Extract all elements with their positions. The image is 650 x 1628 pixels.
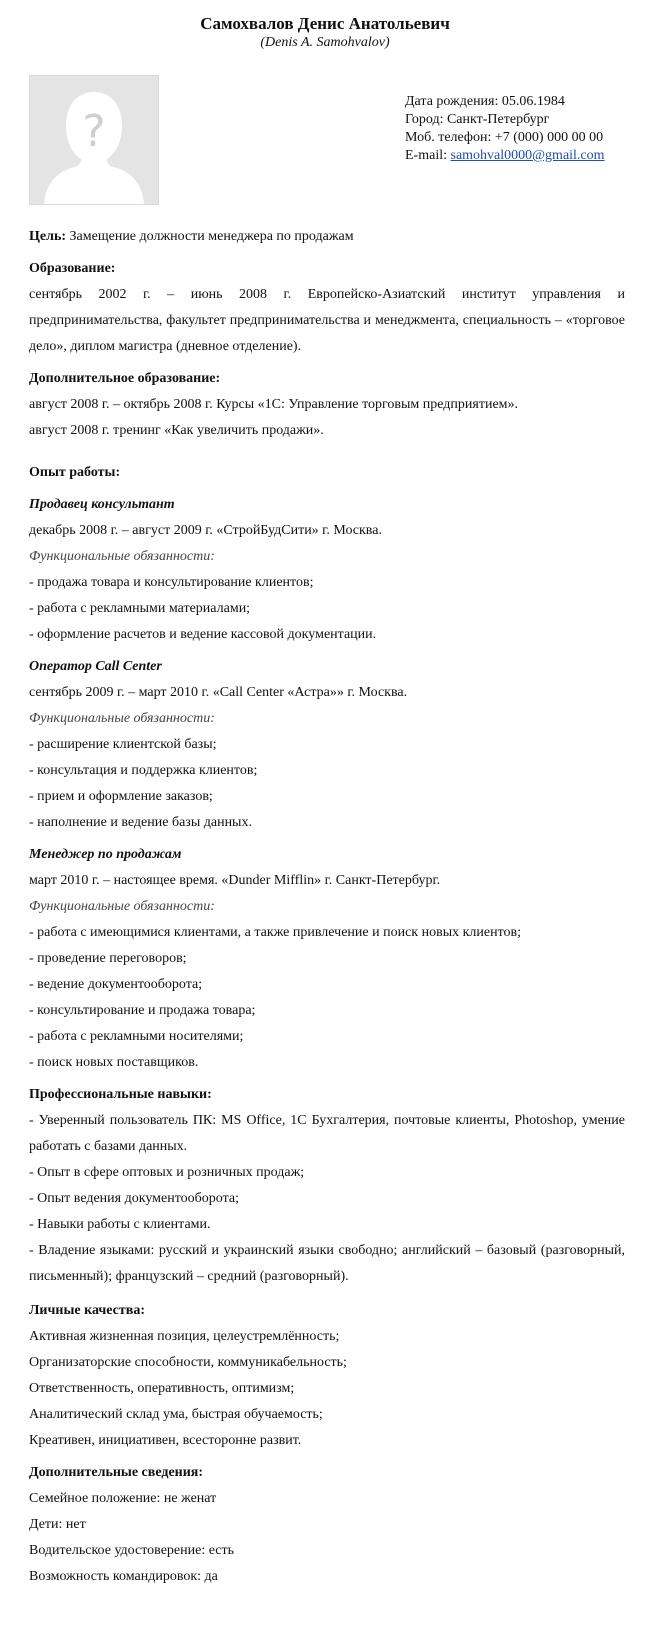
duty-item: - ведение документооборота; <box>29 977 203 992</box>
job-period: март 2010 г. – настоящее время. «Dunder Mifflin» г. Санкт-Петербург. <box>29 873 441 888</box>
duty-item: - поиск новых поставщиков. <box>29 1055 199 1070</box>
resume-content <box>29 224 625 1590</box>
birth-date: Дата рождения: 05.06.1984 <box>405 94 565 109</box>
duties-label: Функциональные обязанности: <box>29 899 215 914</box>
email-link[interactable]: samohval0000@gmail.com <box>450 148 605 163</box>
personal-item: Организаторские способности, коммуникабельность; <box>29 1355 347 1370</box>
phone: Моб. телефон: +7 (000) 000 00 00 <box>405 130 604 145</box>
goal-text: Замещение должности менеджера по продажам <box>66 229 354 244</box>
education-heading: Образование: <box>29 261 116 276</box>
city: Город: Санкт-Петербург <box>405 112 550 127</box>
duty-item: - наполнение и ведение базы данных. <box>29 815 252 830</box>
email-label: E-mail: <box>405 148 447 163</box>
education-text: сентябрь 2002 г. – июнь 2008 г. Европейско-Азиатский институт управления и предпринимательства, факультет предпринимательства и менеджмента, специальность – «торговое дело», диплом магистра (дневное отделение). <box>29 287 625 354</box>
duty-item: - продажа товара и консультирование клиентов; <box>29 575 314 590</box>
extra-item: Возможность командировок: да <box>29 1569 218 1584</box>
experience-heading: Опыт работы: <box>29 465 121 480</box>
skill-item: - Владение языками: русский и украинский языки свободно; английский – базовый (разговорный, письменный); французский – средний (разговорный). <box>29 1243 625 1284</box>
additional-education-item: август 2008 г. тренинг «Как увеличить продажи». <box>29 423 324 438</box>
personal-heading: Личные качества: <box>29 1303 145 1318</box>
job-title: Менеджер по продажам <box>29 847 182 862</box>
duty-item: - расширение клиентской базы; <box>29 737 217 752</box>
skill-item: - Уверенный пользователь ПК: MS Office, 1С Бухгалтерия, почтовые клиенты, Photoshop, умение работать с базами данных. <box>29 1113 625 1154</box>
duty-item: - работа с имеющимися клиентами, а также привлечение и поиск новых клиентов; <box>29 925 522 940</box>
extra-item: Водительское удостоверение: есть <box>29 1543 235 1558</box>
duties-label: Функциональные обязанности: <box>29 549 215 564</box>
duty-item: - работа с рекламными материалами; <box>29 601 251 616</box>
contact-block <box>405 93 605 165</box>
extra-item: Семейное положение: не женат <box>29 1491 217 1506</box>
skill-item: - Навыки работы с клиентами. <box>29 1217 211 1232</box>
extra-heading: Дополнительные сведения: <box>29 1465 204 1480</box>
duty-item: - консультация и поддержка клиентов; <box>29 763 258 778</box>
duty-item: - прием и оформление заказов; <box>29 789 213 804</box>
duty-item: - проведение переговоров; <box>29 951 187 966</box>
duties-label: Функциональные обязанности: <box>29 711 215 726</box>
duty-item: - оформление расчетов и ведение кассовой документации. <box>29 627 377 642</box>
additional-education-item: август 2008 г. – октябрь 2008 г. Курсы «1С: Управление торговым предприятием». <box>29 397 519 412</box>
resume-latin-name: (Denis A. Samohvalov) <box>260 35 390 50</box>
photo-placeholder <box>29 75 159 205</box>
person-silhouette-question-icon <box>30 76 158 204</box>
resume-name: Самохвалов Денис Анатольевич <box>200 14 450 33</box>
additional-education-heading: Дополнительное образование: <box>29 371 221 386</box>
personal-item: Аналитический склад ума, быстрая обучаемость; <box>29 1407 323 1422</box>
job-title: Продавец консультант <box>29 497 175 512</box>
personal-item: Ответственность, оперативность, оптимизм; <box>29 1381 295 1396</box>
skill-item: - Опыт в сфере оптовых и розничных продаж; <box>29 1165 305 1180</box>
personal-item: Активная жизненная позиция, целеустремлённость; <box>29 1329 340 1344</box>
email-row <box>405 147 605 165</box>
skills-heading: Профессиональные навыки: <box>29 1087 212 1102</box>
duty-item: - консультирование и продажа товара; <box>29 1003 256 1018</box>
goal-line <box>29 224 625 250</box>
goal-label: Цель: <box>29 229 67 244</box>
extra-item: Дети: нет <box>29 1517 86 1532</box>
personal-item: Креативен, инициативен, всесторонне развит. <box>29 1433 302 1448</box>
job-title: Оператор Call Center <box>29 659 162 674</box>
skill-item: - Опыт ведения документооборота; <box>29 1191 239 1206</box>
duty-item: - работа с рекламными носителями; <box>29 1029 244 1044</box>
job-period: сентябрь 2009 г. – март 2010 г. «Call Center «Астра»» г. Москва. <box>29 685 408 700</box>
job-period: декабрь 2008 г. – август 2009 г. «СтройБудСити» г. Москва. <box>29 523 382 538</box>
svg-text:?: ? <box>82 106 106 157</box>
